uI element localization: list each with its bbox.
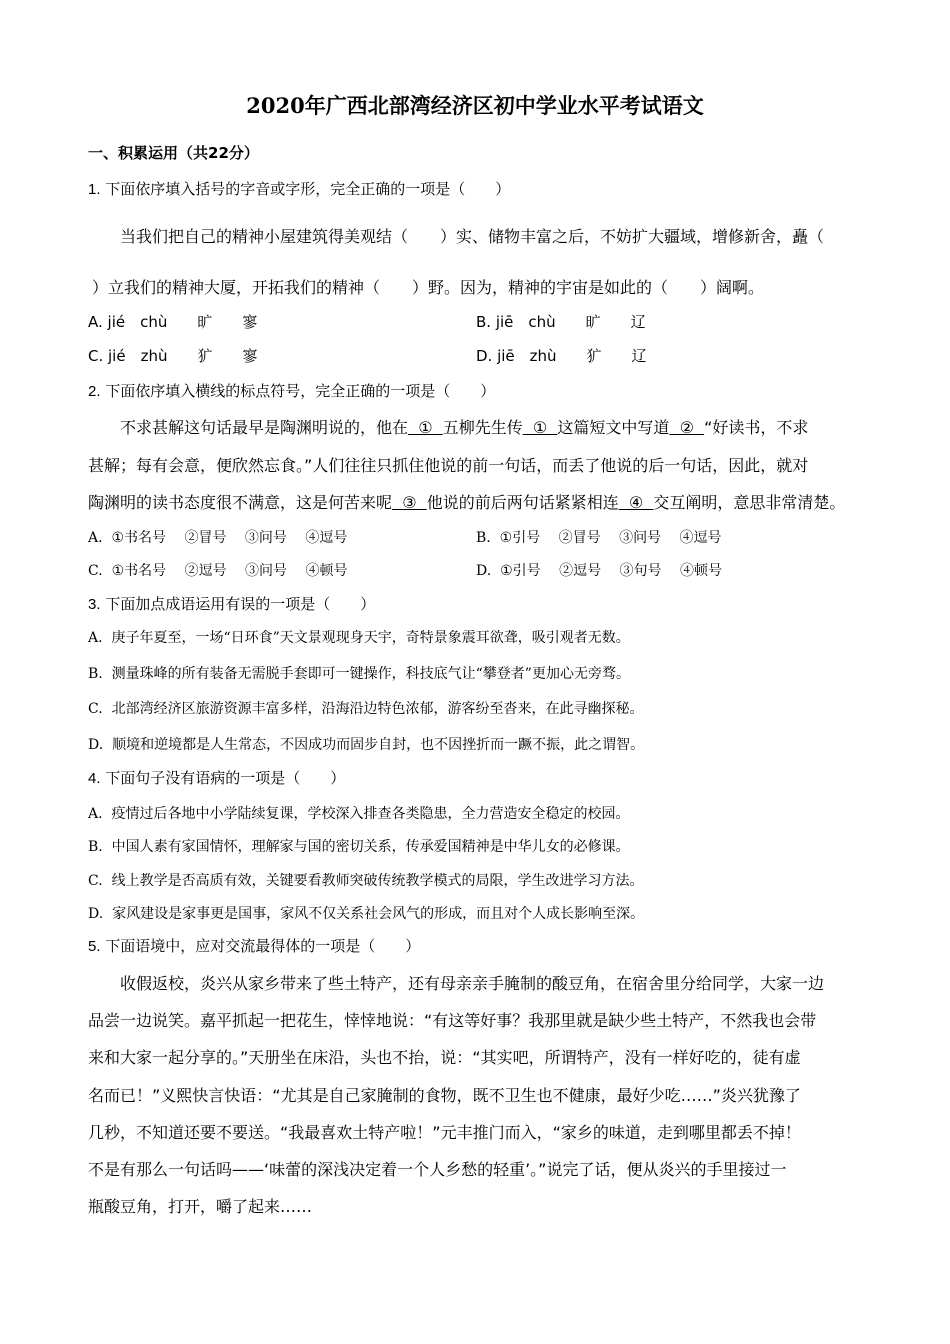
question-number: 3.: [88, 596, 101, 613]
blank-1: ①: [408, 418, 443, 437]
q5-passage-line-7: 瓶酸豆角，打开，嚼了起来……: [88, 1197, 313, 1216]
question-2-stem: [88, 380, 495, 401]
blank-2: ①: [522, 418, 558, 437]
blank-3: ②: [669, 418, 705, 437]
passage-text: 五柳先生传: [442, 418, 523, 437]
q5-passage-line-5: 几秒，不知道还要不要送。“我最喜欢土特产啦！”元丰推门而入，“家乡的味道，走到哪里都丢不掉！: [88, 1123, 801, 1142]
question-number: 1.: [88, 181, 101, 198]
question-3-stem: [88, 593, 375, 614]
option-a: A. 疫情过后各地中小学陆续复课，学校深入排查各类隐患，全力营造安全稳定的校园。: [88, 806, 630, 822]
blank-4: ③: [392, 493, 427, 512]
option-a: A. ①书名号 ②冒号 ③问号 ④逗号: [88, 530, 348, 546]
q1-passage-line-2: ）立我们的精神大厦，开拓我们的精神（ ）野。因为，精神的宇宙是如此的（ ）阔啊。: [92, 278, 765, 297]
q1-passage-line-1: 当我们把自己的精神小屋建筑得美观结（ ）实、储物丰富之后，不妨扩大疆域，增修新舍，矗（: [120, 227, 825, 246]
passage-text: 他说的前后两句话紧紧相连: [426, 493, 619, 512]
question-text: 下面依序填入横线的标点符号，完全正确的一项是（ ）: [100, 382, 496, 400]
q5-passage-line-6: 不是有那么一句话吗——‘味蕾的深浅决定着一个人乡愁的轻重’。”说完了话，便从炎兴的手里接过一: [88, 1160, 787, 1179]
option-d: D. 家风建设是家事更是国事，家风不仅关系社会风气的形成，而且对个人成长影响至深。: [88, 906, 645, 922]
question-number: 4.: [88, 770, 101, 787]
option-d: D. ①引号 ②逗号 ③句号 ④顿号: [476, 563, 722, 579]
option-b: B. 测量珠峰的所有装备无需脱手套即可一键操作，科技底气让“攀登者”更加心无旁骛。: [88, 666, 630, 682]
q5-passage-line-1: 收假返校，炎兴从家乡带来了些土特产，还有母亲亲手腌制的酸豆角，在宿舍里分给同学，大家一边: [120, 974, 825, 993]
option-d: D. 顺境和逆境都是人生常态，不因成功而固步自封，也不因挫折而一蹶不振，此之谓智。: [88, 737, 645, 753]
option-a: A. 庚子年夏至，一场“日环食”天文景观现身天宇，奇特景象震耳欲聋，吸引观者无数。: [88, 630, 630, 646]
q2-passage-line-1: [120, 415, 808, 438]
q5-passage-line-3: 来和大家一起分享的。”天册坐在床沿，头也不抬，说：“其实吧，所谓特产，没有一样好吃的，徒有虚: [88, 1048, 801, 1067]
question-1-stem: [88, 178, 510, 199]
passage-text: “好读书，不求: [704, 418, 809, 437]
option-d: D. jiē zhù 犷 辽: [476, 347, 647, 365]
option-c: C. ①书名号 ②逗号 ③问号 ④顿号: [88, 563, 348, 579]
passage-text: 不求甚解这句话最早是陶渊明说的，他在: [120, 418, 409, 437]
question-number: 2.: [88, 383, 101, 400]
passage-text: 交互阐明，意思非常清楚。: [653, 493, 846, 512]
blank-5: ④: [618, 493, 654, 512]
passage-text: 这篇短文中写道: [557, 418, 670, 437]
option-b: B. 中国人素有家国情怀，理解家与国的密切关系，传承爱国精神是中华儿女的必修课。: [88, 839, 630, 855]
option-c: C. 线上教学是否高质有效，关键要看教师突破传统教学模式的局限，学生改进学习方法。: [88, 873, 644, 889]
question-text: 下面句子没有语病的一项是（ ）: [100, 769, 346, 787]
option-b: B. jiē chù 旷 辽: [476, 313, 646, 331]
option-c: C. 北部湾经济区旅游资源丰富多样，沿海沿边特色浓郁，游客纷至沓来，在此寻幽探秘。: [88, 701, 644, 717]
option-a: A. jié chù 旷 寥: [88, 313, 258, 331]
q2-passage-line-3: [88, 490, 845, 513]
section-heading: 一、积累运用（共22分）: [88, 144, 259, 162]
passage-text: 陶渊明的读书态度很不满意，这是何苦来呢: [88, 493, 393, 512]
question-text: 下面加点成语运用有误的一项是（ ）: [100, 595, 376, 613]
question-number: 5.: [88, 938, 101, 955]
question-text: 下面依序填入括号的字音或字形，完全正确的一项是（ ）: [100, 180, 511, 198]
question-text: 下面语境中，应对交流最得体的一项是（ ）: [100, 937, 421, 955]
q2-passage-line-2: 甚解；每有会意，便欣然忘食。”人们往往只抓住他说的前一句话，而丢了他说的后一句话，因此，就对: [88, 456, 809, 475]
page-title: 2020年广西北部湾经济区初中学业水平考试语文: [246, 93, 704, 118]
option-b: B. ①引号 ②冒号 ③问号 ④逗号: [476, 530, 722, 546]
question-5-stem: [88, 935, 420, 956]
q5-passage-line-2: 品尝一边说笑。嘉平抓起一把花生，悻悻地说：“有这等好事？我那里就是缺少些土特产，不然我也会带: [88, 1011, 817, 1030]
question-4-stem: [88, 767, 345, 788]
q5-passage-line-4: 名而已！”义熙快言快语：“尤其是自己家腌制的食物，既不卫生也不健康，最好少吃……”炎兴犹豫了: [88, 1086, 801, 1105]
option-c: C. jié zhù 犷 寥: [88, 347, 258, 365]
